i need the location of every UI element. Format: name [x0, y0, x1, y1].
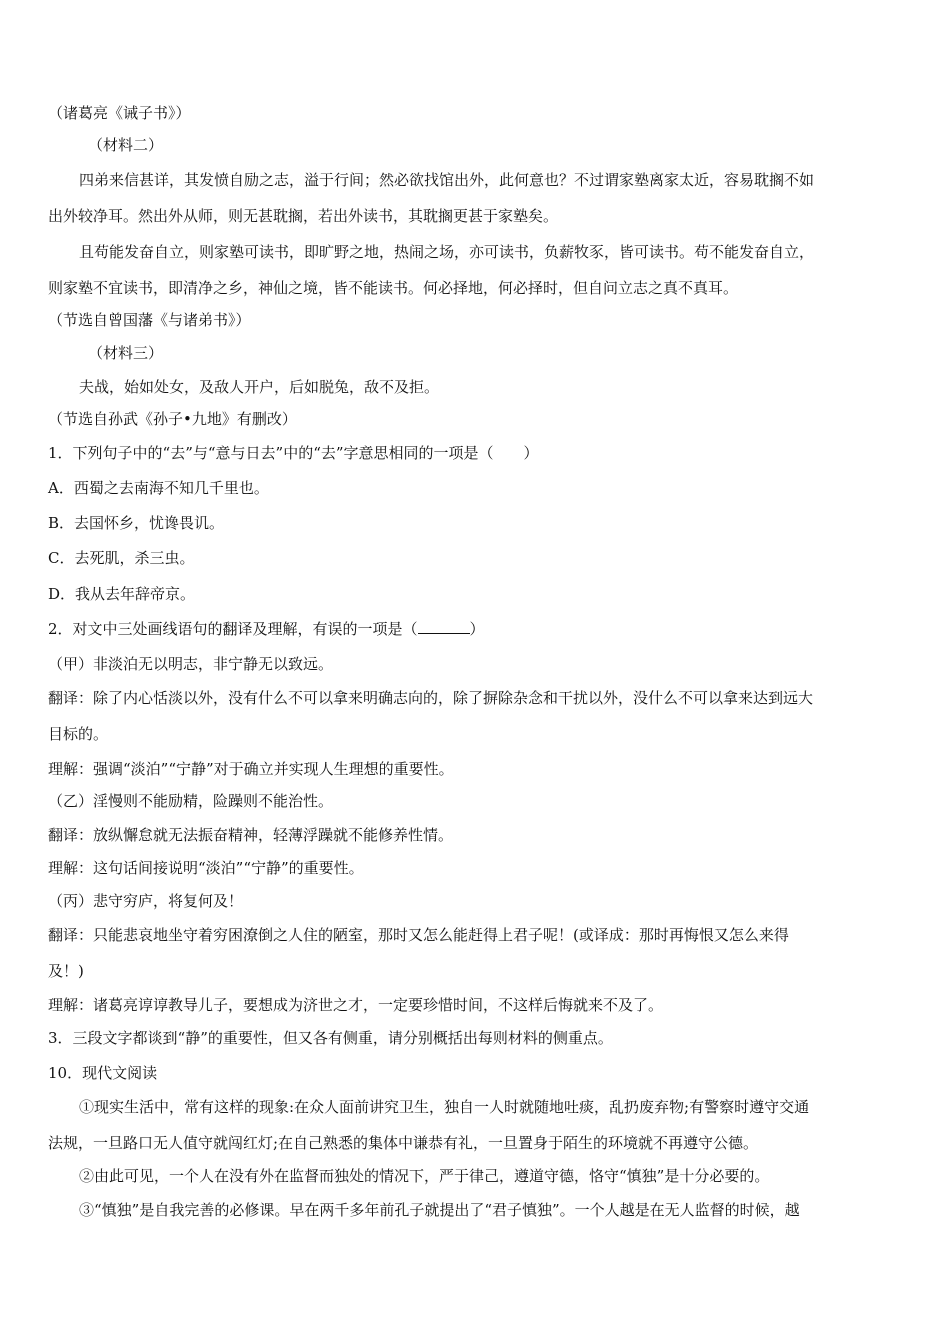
question-2-text: 2．对文中三处画线语句的翻译及理解，有误的一项是（: [48, 620, 418, 638]
material-two-label: （材料二）: [88, 136, 164, 154]
modern-para3-line1: ③“慎独”是自我完善的必修课。早在两千多年前孔子就提出了“君子慎独”。一个人越是在无人监督的时候，越: [79, 1201, 800, 1219]
question-1-option-d: D．我从去年辞帝京。: [48, 585, 196, 603]
question-2-bing-understanding: 理解：诸葛亮谆谆教导儿子，要想成为济世之才，一定要珍惜时间，不这样后悔就来不及了。: [48, 996, 664, 1014]
question-2-yi-translation: 翻译：放纵懈怠就无法振奋精神，轻薄浮躁就不能修养性情。: [48, 826, 454, 844]
question-1: 1．下列句子中的“去”与“意与日去”中的“去”字意思相同的一项是（ ）: [48, 444, 539, 462]
source-zhuge: （诸葛亮《诫子书》）: [48, 104, 191, 122]
question-2-bing-translation-line1: 翻译：只能悲哀地坐守着穷困潦倒之人住的陋室，那时又怎么能赶得上君子呢！(或译成：那时再悔恨又怎么来得: [48, 926, 789, 944]
question-2-yi: （乙）淫慢则不能励精，险躁则不能治性。: [48, 792, 334, 810]
question-2-jia: （甲）非淡泊无以明志，非宁静无以致远。: [48, 655, 334, 673]
source-sunwu: （节选自孙武《孙子•九地》有删改）: [48, 410, 297, 428]
question-2-close: ）: [469, 620, 485, 638]
question-2-bing-translation-line2: 及！): [48, 962, 84, 980]
answer-blank: [418, 619, 470, 634]
question-2-jia-understanding: 理解：强调“淡泊”“宁静”对于确立并实现人生理想的重要性。: [48, 760, 454, 778]
question-2-yi-understanding: 理解：这句话间接说明“淡泊”“宁静”的重要性。: [48, 859, 364, 877]
question-1-option-c: C．去死肌，杀三虫。: [48, 549, 195, 567]
material-two-para1-line2: 出外较净耳。然出外从师，则无甚耽搁，若出外读书，其耽搁更甚于家塾矣。: [48, 207, 559, 225]
modern-para1-line1: ①现实生活中，常有这样的现象:在众人面前讲究卫生，独自一人时就随地吐痰，乱扔废弃物;有警察时遵守交通: [79, 1098, 810, 1116]
question-2-bing: （丙）悲守穷庐，将复何及！: [48, 892, 244, 910]
material-two-para1-line1: 四弟来信甚详，其发愤自励之志，溢于行间；然必欲找馆出外，此何意也？不过谓家塾离家太近，容易耽搁不如: [79, 171, 815, 189]
question-1-option-b: B．去国怀乡，忧谗畏讥。: [48, 514, 225, 532]
section-10-heading: 10．现代文阅读: [48, 1064, 158, 1082]
material-two-para2-line2: 则家塾不宜读书，即清净之乡，神仙之境，皆不能读书。何必择地，何必择时，但自问立志之真不真耳。: [48, 279, 739, 297]
material-three-para: 夫战，始如处女，及敌人开户，后如脱兔，敌不及拒。: [79, 378, 440, 396]
material-two-para2-line1: 且苟能发奋自立，则家塾可读书，即旷野之地，热闹之场，亦可读书，负薪牧豕，皆可读书。苟不能发奋自立，: [79, 243, 815, 261]
question-2-jia-translation-line1: 翻译：除了内心恬淡以外，没有什么不可以拿来明确志向的，除了摒除杂念和干扰以外，没什么不可以拿来达到远大: [48, 689, 814, 707]
source-zeng: （节选自曾国藩《与诸弟书》）: [48, 311, 251, 329]
modern-para1-line2: 法规，一旦路口无人值守就闯红灯;在自己熟悉的集体中谦恭有礼，一旦置身于陌生的环境就不再遵守公德。: [48, 1134, 759, 1152]
modern-para2-line1: ②由此可见，一个人在没有外在监督而独处的情况下，严于律己，遵道守德，恪守“慎独”是十分必要的。: [79, 1167, 770, 1185]
question-2-jia-translation-line2: 目标的。: [48, 725, 109, 743]
question-2: [48, 619, 485, 639]
question-1-option-a: A．西蜀之去南海不知几千里也。: [48, 479, 269, 497]
material-three-label: （材料三）: [88, 344, 164, 362]
question-3: 3．三段文字都谈到“静”的重要性，但又各有侧重，请分别概括出每则材料的侧重点。: [48, 1029, 613, 1047]
